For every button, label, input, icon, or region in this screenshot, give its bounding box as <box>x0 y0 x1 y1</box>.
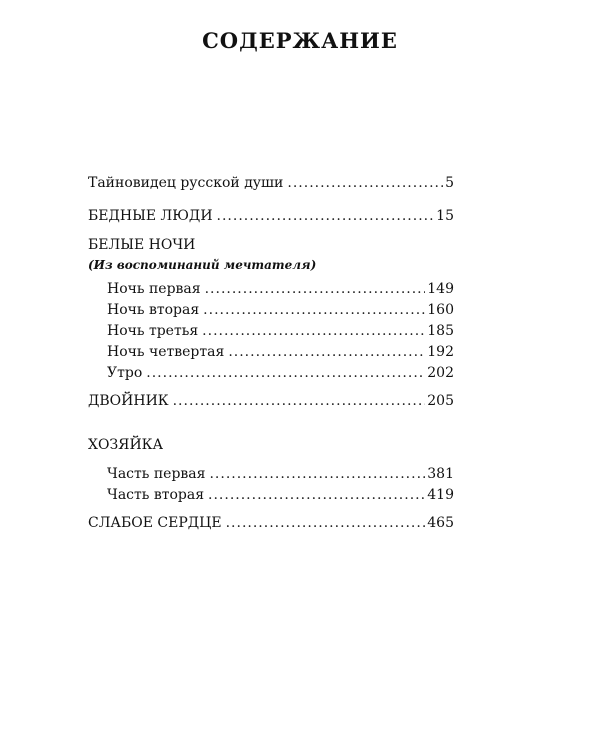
dot-leader <box>226 514 426 532</box>
toc-entry <box>88 207 454 225</box>
toc-page-number: 5 <box>445 175 454 191</box>
toc-entry <box>107 364 454 382</box>
toc-entry <box>88 514 454 532</box>
toc-entry-label: Ночь четвертая <box>107 344 225 360</box>
toc-entry-label: Часть вторая <box>107 487 205 503</box>
toc-entry <box>107 486 454 504</box>
toc-page-number: 160 <box>427 302 454 318</box>
dot-leader <box>205 280 426 298</box>
toc-entry-label: Ночь вторая <box>107 302 200 318</box>
toc-section-subtitle: (Из воспоминаний мечтателя) <box>88 258 317 272</box>
toc-page-number: 185 <box>427 323 454 339</box>
dot-leader <box>173 392 426 410</box>
toc-section-heading: ХОЗЯЙКА <box>88 437 164 453</box>
toc-entry <box>107 465 454 483</box>
toc-page-number: 419 <box>427 487 454 503</box>
dot-leader <box>228 343 425 361</box>
toc-page-number: 149 <box>427 281 454 297</box>
toc-entry-label: БЕДНЫЕ ЛЮДИ <box>88 208 213 224</box>
dot-leader <box>202 322 425 340</box>
dot-leader <box>146 364 425 382</box>
toc-entry <box>88 392 454 410</box>
toc-entry <box>107 322 454 340</box>
dot-leader <box>217 207 435 225</box>
toc-entry <box>107 280 454 298</box>
toc-entry-label: СЛАБОЕ СЕРДЦЕ <box>88 515 222 531</box>
toc-page-number: 381 <box>427 466 454 482</box>
toc-section-heading: БЕЛЫЕ НОЧИ <box>88 237 196 253</box>
toc-entry-label: Тайновидец русской души <box>88 175 284 191</box>
toc-entry-label: Ночь первая <box>107 281 201 297</box>
toc-entry-label: Ночь третья <box>107 323 199 339</box>
toc-page-number: 205 <box>427 393 454 409</box>
toc-entry-label: ДВОЙНИК <box>88 393 169 409</box>
toc-page-number: 15 <box>436 208 454 224</box>
dot-leader <box>203 301 425 319</box>
toc-entry-label: Утро <box>107 365 143 381</box>
toc-entry <box>107 301 454 319</box>
toc-entry <box>88 174 454 192</box>
toc-page-number: 202 <box>427 365 454 381</box>
page-title: СОДЕРЖАНИЕ <box>202 28 398 53</box>
toc-entry-label: Часть первая <box>107 466 206 482</box>
dot-leader <box>209 465 425 483</box>
toc-page-number: 465 <box>427 515 454 531</box>
toc-entry <box>107 343 454 361</box>
dot-leader <box>208 486 425 504</box>
toc-page-number: 192 <box>427 344 454 360</box>
dot-leader <box>287 174 443 192</box>
